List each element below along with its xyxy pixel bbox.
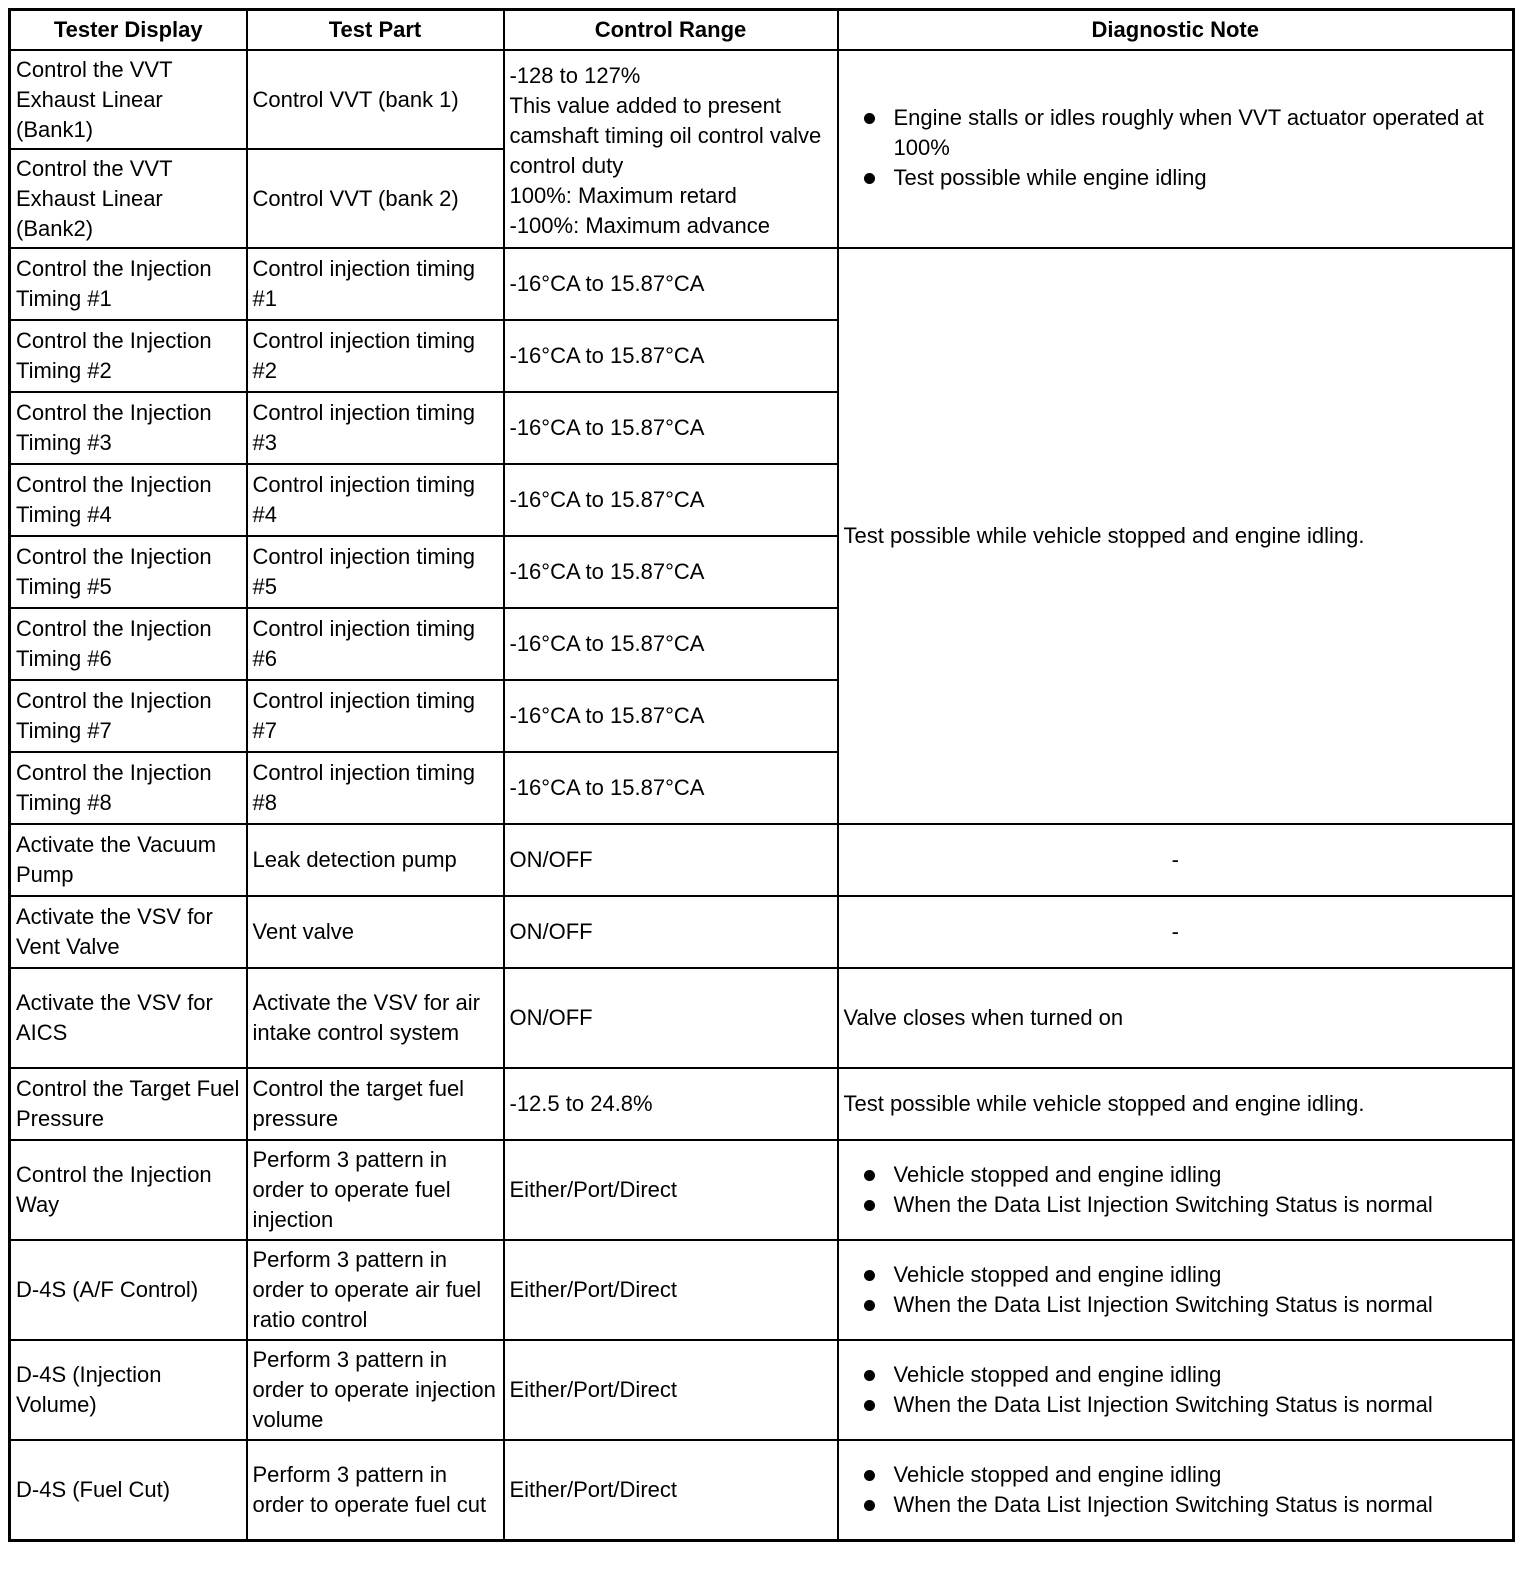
control-range-cell: -16°CA to 15.87°CA <box>504 536 838 608</box>
test-part-cell: Control injection timing #1 <box>247 248 504 320</box>
tester-display-cell: D-4S (Injection Volume) <box>10 1340 247 1440</box>
control-range-cell: -16°CA to 15.87°CA <box>504 248 838 320</box>
test-part-cell: Control injection timing #7 <box>247 680 504 752</box>
note-item: When the Data List Injection Switching Status is normal <box>894 1390 1508 1420</box>
test-part-cell: Activate the VSV for air intake control system <box>247 968 504 1068</box>
test-part-cell: Control injection timing #2 <box>247 320 504 392</box>
test-part-cell: Leak detection pump <box>247 824 504 896</box>
tester-display-cell: Control the Injection Timing #6 <box>10 608 247 680</box>
control-range-cell: -12.5 to 24.8% <box>504 1068 838 1140</box>
tester-display-cell: D-4S (A/F Control) <box>10 1240 247 1340</box>
control-range-cell: -16°CA to 15.87°CA <box>504 680 838 752</box>
tester-display-cell: Control the Injection Timing #1 <box>10 248 247 320</box>
diagnostic-note-cell <box>838 1140 1514 1240</box>
note-item: Vehicle stopped and engine idling <box>894 1460 1508 1490</box>
note-list <box>844 1360 1508 1420</box>
table-row <box>10 50 1514 149</box>
diagnostic-note-cell <box>838 1240 1514 1340</box>
note-item: Test possible while engine idling <box>894 163 1508 193</box>
note-item: When the Data List Injection Switching Status is normal <box>894 1190 1508 1220</box>
note-item: Vehicle stopped and engine idling <box>894 1260 1508 1290</box>
tester-display-cell: Control the Injection Timing #3 <box>10 392 247 464</box>
test-part-cell: Perform 3 pattern in order to operate fuel injection <box>247 1140 504 1240</box>
control-range-cell: Either/Port/Direct <box>504 1140 838 1240</box>
note-list <box>844 1160 1508 1220</box>
header-control-range: Control Range <box>504 10 838 51</box>
tester-display-cell: D-4S (Fuel Cut) <box>10 1440 247 1541</box>
test-part-cell: Control VVT (bank 2) <box>247 149 504 248</box>
tester-display-cell: Control the Injection Timing #2 <box>10 320 247 392</box>
note-item: When the Data List Injection Switching Status is normal <box>894 1490 1508 1520</box>
table-row <box>10 1140 1514 1240</box>
table-row <box>10 1340 1514 1440</box>
table-row <box>10 1240 1514 1340</box>
test-part-cell: Control injection timing #5 <box>247 536 504 608</box>
control-range-cell: ON/OFF <box>504 968 838 1068</box>
test-part-cell: Control injection timing #8 <box>247 752 504 824</box>
control-range-cell: Either/Port/Direct <box>504 1440 838 1541</box>
tester-display-cell: Control the VVT Exhaust Linear (Bank1) <box>10 50 247 149</box>
test-part-cell: Control injection timing #4 <box>247 464 504 536</box>
header-row <box>10 10 1514 51</box>
test-part-cell: Perform 3 pattern in order to operate injection volume <box>247 1340 504 1440</box>
active-test-table <box>8 8 1515 1542</box>
control-range-cell: -16°CA to 15.87°CA <box>504 392 838 464</box>
diagnostic-note-cell: Test possible while vehicle stopped and engine idling. <box>838 1068 1514 1140</box>
test-part-cell: Control injection timing #6 <box>247 608 504 680</box>
test-part-cell: Perform 3 pattern in order to operate air fuel ratio control <box>247 1240 504 1340</box>
table-row <box>10 896 1514 968</box>
tester-display-cell: Control the Target Fuel Pressure <box>10 1068 247 1140</box>
table-row <box>10 824 1514 896</box>
tester-display-cell: Control the Injection Way <box>10 1140 247 1240</box>
header-diagnostic-note: Diagnostic Note <box>838 10 1514 51</box>
diagnostic-note-cell: Valve closes when turned on <box>838 968 1514 1068</box>
test-part-cell: Control the target fuel pressure <box>247 1068 504 1140</box>
note-item: When the Data List Injection Switching Status is normal <box>894 1290 1508 1320</box>
tester-display-cell: Activate the VSV for Vent Valve <box>10 896 247 968</box>
diagnostic-note-cell <box>838 1340 1514 1440</box>
note-item: Vehicle stopped and engine idling <box>894 1160 1508 1190</box>
tester-display-cell: Control the Injection Timing #4 <box>10 464 247 536</box>
tester-display-cell: Control the VVT Exhaust Linear (Bank2) <box>10 149 247 248</box>
control-range-cell: Either/Port/Direct <box>504 1240 838 1340</box>
tester-display-cell: Activate the VSV for AICS <box>10 968 247 1068</box>
control-range-cell: -16°CA to 15.87°CA <box>504 752 838 824</box>
tester-display-cell: Control the Injection Timing #5 <box>10 536 247 608</box>
note-list <box>844 103 1508 193</box>
diagnostic-note-cell <box>838 1440 1514 1541</box>
table-row <box>10 968 1514 1068</box>
note-item: Engine stalls or idles roughly when VVT actuator operated at 100% <box>894 103 1508 163</box>
control-range-cell: -128 to 127% This value added to present camshaft timing oil control valve control duty 100%: Maximum retard -100%: Maximum advance <box>504 50 838 248</box>
control-range-cell: ON/OFF <box>504 896 838 968</box>
tester-display-cell: Control the Injection Timing #8 <box>10 752 247 824</box>
table-row <box>10 1440 1514 1541</box>
diagnostic-note-cell: - <box>838 896 1514 968</box>
note-list <box>844 1460 1508 1520</box>
diagnostic-note-cell <box>838 50 1514 248</box>
test-part-cell: Control injection timing #3 <box>247 392 504 464</box>
test-part-cell: Vent valve <box>247 896 504 968</box>
control-range-cell: -16°CA to 15.87°CA <box>504 320 838 392</box>
tester-display-cell: Activate the Vacuum Pump <box>10 824 247 896</box>
control-range-cell: -16°CA to 15.87°CA <box>504 464 838 536</box>
diagnostic-note-cell: - <box>838 824 1514 896</box>
test-part-cell: Perform 3 pattern in order to operate fuel cut <box>247 1440 504 1541</box>
tester-display-cell: Control the Injection Timing #7 <box>10 680 247 752</box>
note-list <box>844 1260 1508 1320</box>
control-range-cell: Either/Port/Direct <box>504 1340 838 1440</box>
test-part-cell: Control VVT (bank 1) <box>247 50 504 149</box>
table-row <box>10 248 1514 320</box>
table-row <box>10 1068 1514 1140</box>
header-test-part: Test Part <box>247 10 504 51</box>
note-item: Vehicle stopped and engine idling <box>894 1360 1508 1390</box>
header-tester-display: Tester Display <box>10 10 247 51</box>
control-range-cell: -16°CA to 15.87°CA <box>504 608 838 680</box>
diagnostic-note-cell: Test possible while vehicle stopped and engine idling. <box>838 248 1514 824</box>
control-range-cell: ON/OFF <box>504 824 838 896</box>
